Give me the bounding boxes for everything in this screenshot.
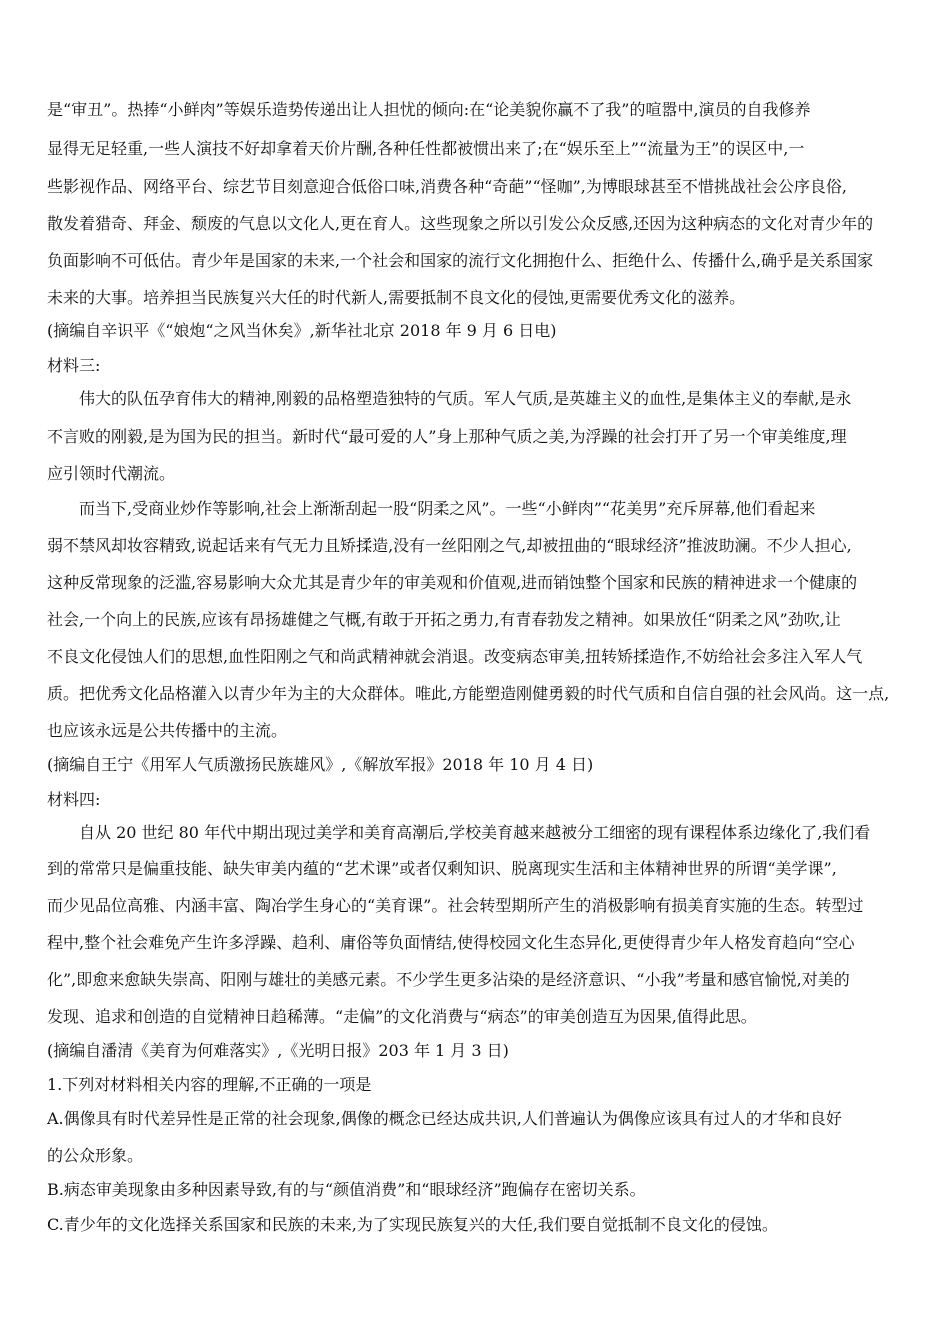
text-line: 社会,一个向上的民族,应该有昂扬雄健之气概,有敢于开拓之勇力,有青春勃发之精神。如果放任“阴柔之风”劲吹,让 — [47, 610, 841, 629]
citation: (摘编自辛识平《“娘炮“之风当休矣》,新华社北京 2018 年 9 月 6 日电) — [47, 321, 557, 340]
text-line: 到的常常只是偏重技能、缺失审美内蕴的“艺术课”或者仅剩知识、脱离现实生活和主体精神世界的所谓“美学课”, — [47, 859, 837, 878]
text-line: 负面影响不可低估。青少年是国家的未来,一个社会和国家的流行文化拥抱什么、拒绝什么、传播什么,确乎是关系国家 — [47, 251, 874, 270]
text-line: 应引领时代潮流。 — [47, 464, 176, 483]
text-line: 也应该永远是公共传播中的主流。 — [47, 721, 288, 740]
text-line: 不良文化侵蚀人们的思想,血性阳刚之气和尚武精神就会消退。改变病态审美,扭转矫揉造作,不妨给社会多注入军人气 — [47, 647, 863, 666]
question-stem: 1.下列对材料相关内容的理解,不正确的一项是 — [47, 1075, 372, 1094]
text-line: 化”,即愈来愈缺失崇高、阳刚与雄壮的美感元素。不少学生更多沾染的是经济意识、“小我”考量和感官愉悦,对美的 — [47, 970, 850, 989]
option-c: C.青少年的文化选择关系国家和民族的未来,为了实现民族复兴的大任,我们要自觉抵制不良文化的侵蚀。 — [47, 1215, 778, 1234]
section-heading: 材料三: — [47, 356, 101, 375]
text-line: 程中,整个社会难免产生许多浮躁、趋利、庸俗等负面情结,使得校园文化生态异化,更使得青少年人格发育趋向“空心 — [47, 933, 855, 952]
text-line: 自从 20 世纪 80 年代中期出现过美学和美育高潮后,学校美育越来越被分工细密的现有课程体系边缘化了,我们看 — [79, 823, 871, 842]
text-line: 伟大的队伍孕育伟大的精神,刚毅的品格塑造独特的气质。军人气质,是英雄主义的血性,是集体主义的奉献,是永 — [79, 389, 852, 408]
option-a: A.偶像具有时代差异性是正常的社会现象,偶像的概念已经达成共识,人们普遍认为偶像应该具有过人的才华和良好 — [47, 1109, 842, 1128]
text-line: 散发着猎奇、拜金、颓废的气息以文化人,更在育人。这些现象之所以引发公众反感,还因为这种病态的文化对青少年的 — [47, 214, 874, 233]
text-line: 而少见品位高雅、内涵丰富、陶冶学生身心的“美育课”。社会转型期所产生的消极影响有损美育实施的生态。转型过 — [47, 896, 864, 915]
text-line: 发现、追求和创造的自觉精神日趋稀薄。“走偏”的文化消费与“病态”的审美创造互为因果,值得此思。 — [47, 1007, 757, 1026]
text-line: 而当下,受商业炒作等影响,社会上渐渐刮起一股“阴柔之风”。一些“小鲜肉”“花美男”充斥屏幕,他们看起来 — [79, 499, 816, 518]
option-a-continued: 的公众形象。 — [47, 1146, 144, 1165]
text-line: 显得无足轻重,一些人演技不好却拿着天价片酬,各种任性都被惯出来了;在“娱乐至上”“流量为王”的误区中,一 — [47, 139, 805, 158]
text-line: 是“审丑”。热捧“小鲜肉”等娱乐造势传递出让人担忧的倾向:在“论美貌你赢不了我”的喧嚣中,演员的自我修养 — [47, 100, 811, 119]
text-line: 些影视作品、网络平台、综艺节目刻意迎合低俗口味,消费各种“奇葩”“怪咖”,为博眼球甚至不惜挑战社会公序良俗, — [47, 177, 847, 196]
citation: (摘编自王宁《用军人气质激扬民族雄风》,《解放军报》2018 年 10 月 4 日) — [47, 755, 594, 774]
text-line: 不言败的刚毅,是为国为民的担当。新时代“最可爱的人”身上那种气质之美,为浮躁的社会打开了另一个审美维度,理 — [47, 427, 847, 446]
text-line: 未来的大事。培养担当民族复兴大任的时代新人,需要抵制不良文化的侵蚀,更需要优秀文化的滋养。 — [47, 288, 746, 307]
citation: (摘编自潘清《美育为何难落实》,《光明日报》203 年 1 月 3 日) — [47, 1041, 509, 1060]
text-line: 这种反常现象的泛滥,容易影响大众尤其是青少年的审美观和价值观,进而销蚀整个国家和民族的精神进求一个健康的 — [47, 573, 858, 592]
text-line: 质。把优秀文化品格灌入以青少年为主的大众群体。唯此,方能塑造刚健勇毅的时代气质和自信自强的社会风尚。这一点, — [47, 684, 890, 703]
section-heading: 材料四: — [47, 790, 101, 809]
text-line: 弱不禁风却妆容精致,说起话来有气无力且矫揉造,没有一丝阳刚之气,却被扭曲的“眼球经济”推波助澜。不少人担心, — [47, 536, 852, 555]
option-b: B.病态审美现象由多种因素导致,有的与“颜值消费”和“眼球经济”跑偏存在密切关系。 — [47, 1180, 646, 1199]
